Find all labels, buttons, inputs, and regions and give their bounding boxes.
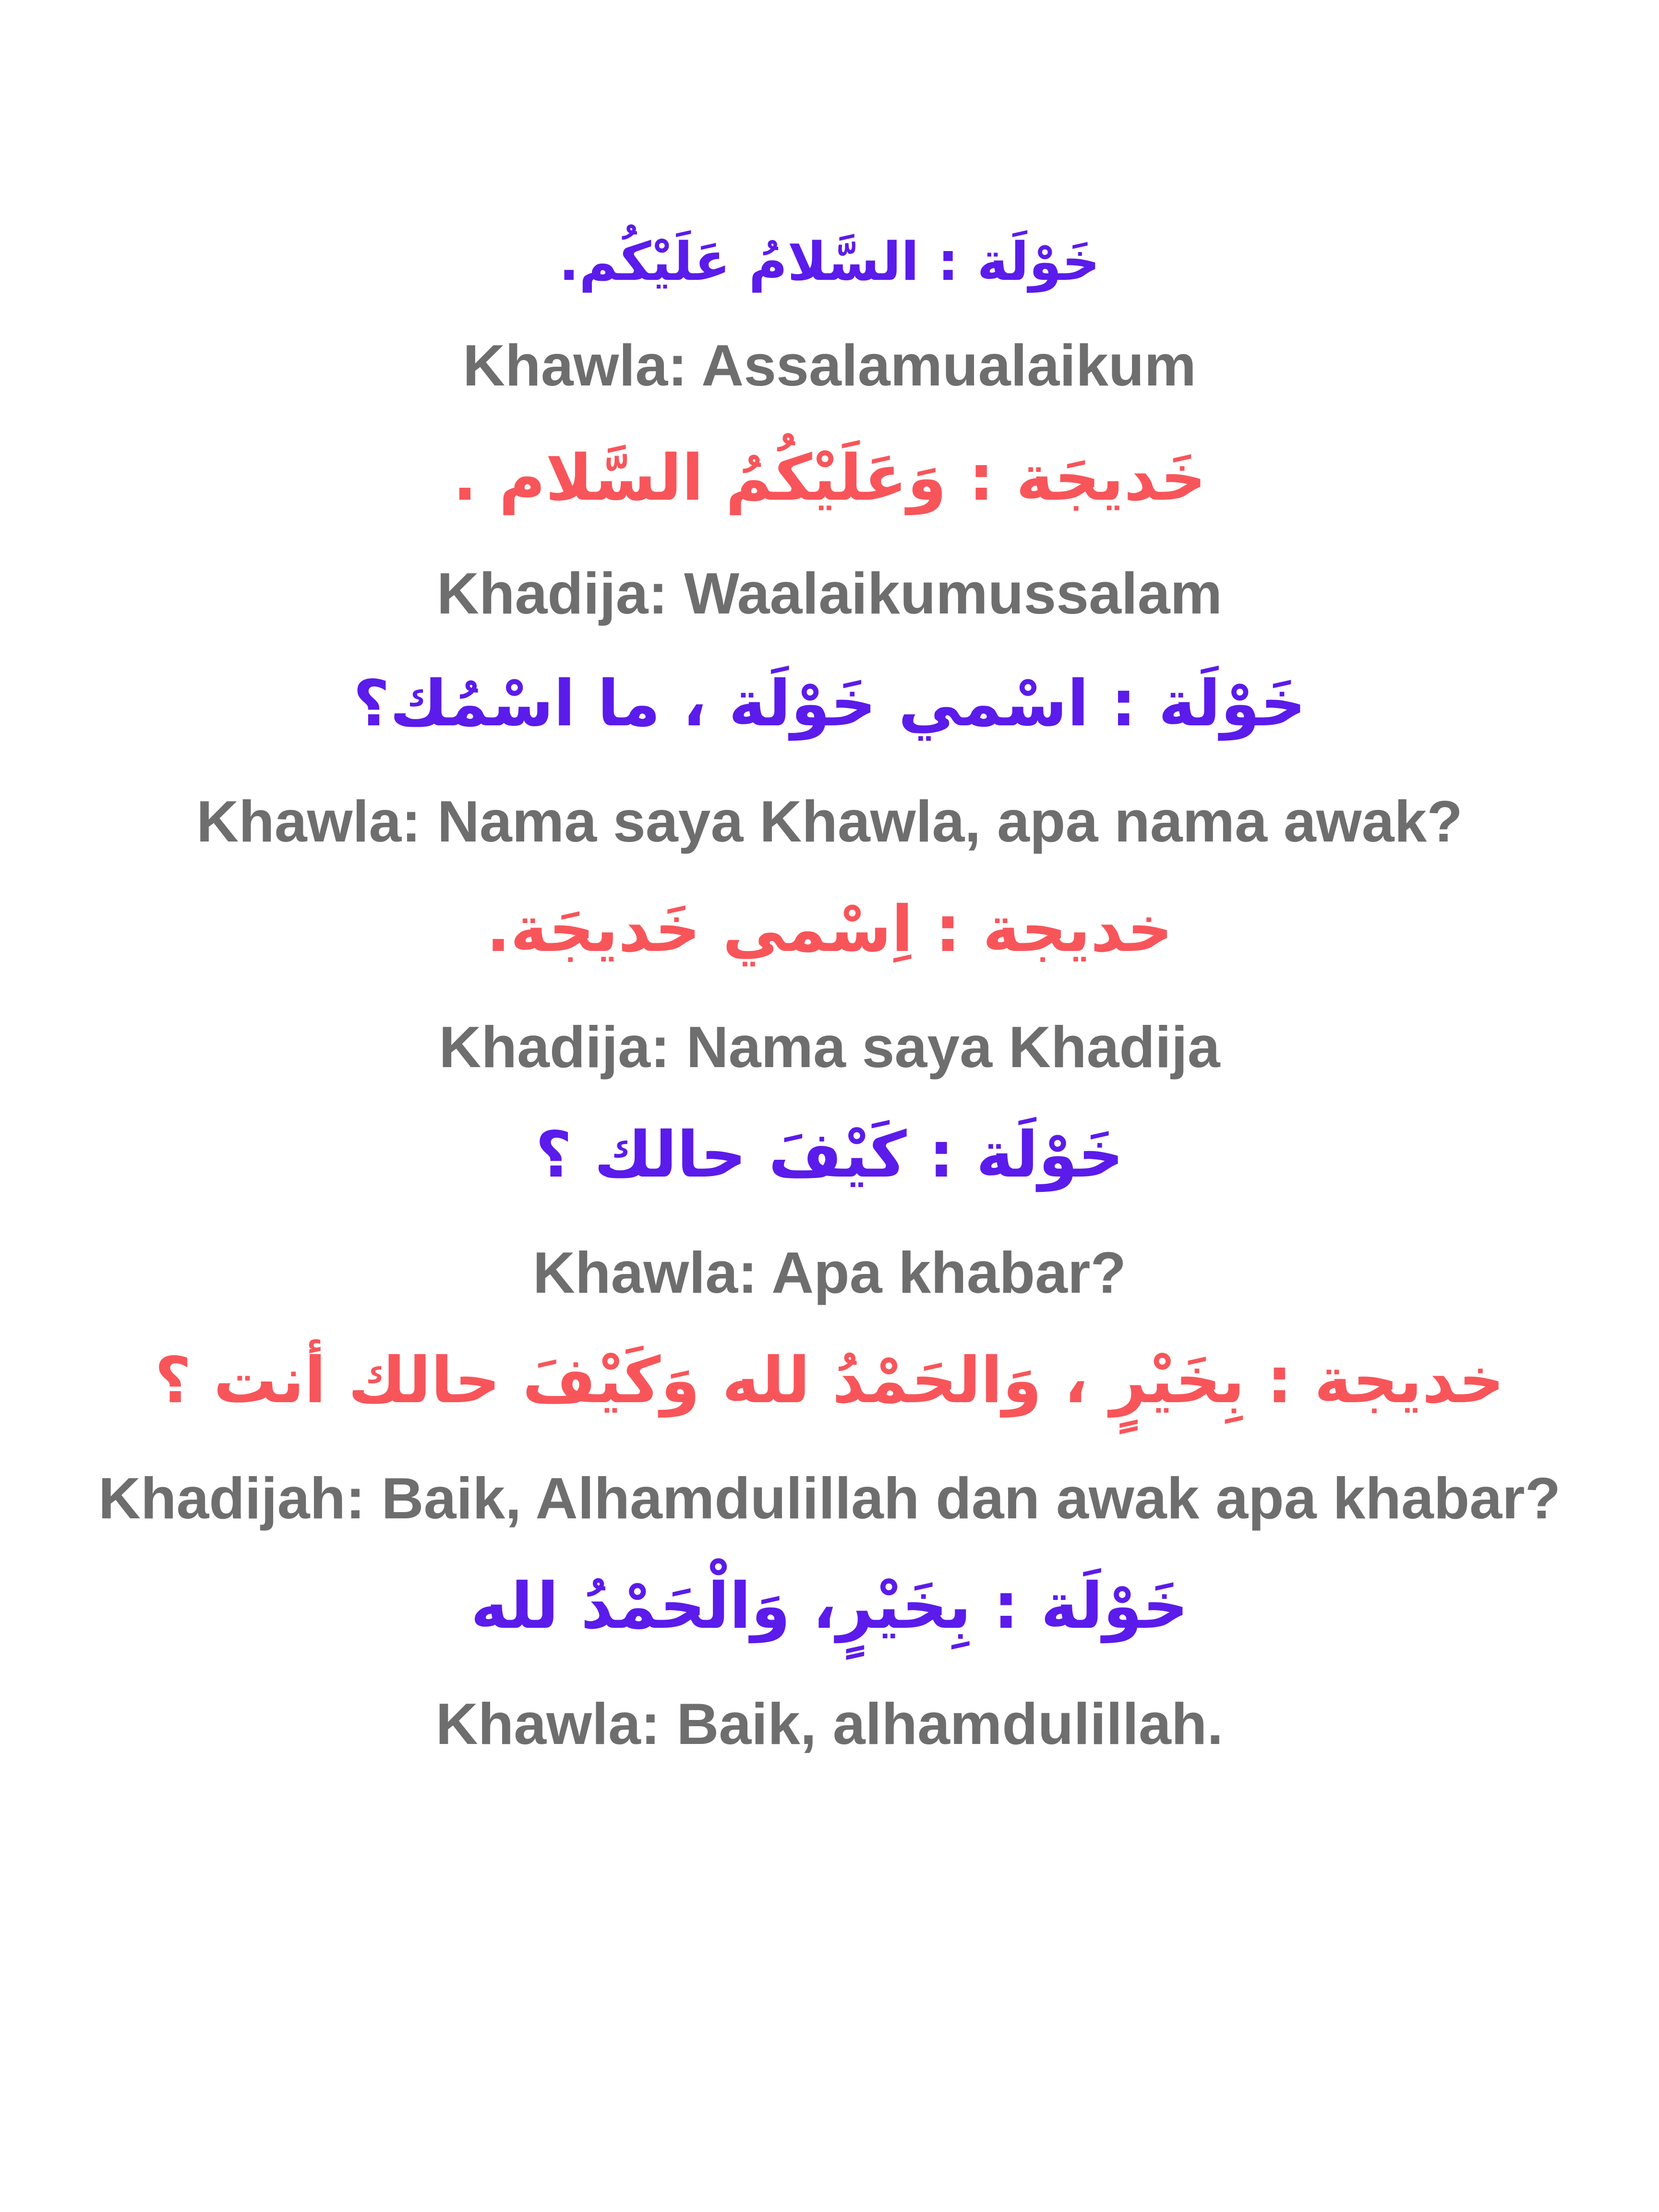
dialogue-line-3-arabic: خَوْلَة : اسْمي خَوْلَة ، ما اسْمُك؟ xyxy=(353,667,1306,741)
dialogue-line-4-arabic: خديجة : اِسْمي خَديجَة. xyxy=(486,892,1173,966)
dialogue-line-4-malay: Khadija: Nama saya Khadija xyxy=(439,1014,1220,1080)
dialogue-line-7-malay: Khawla: Baik, alhamdulillah. xyxy=(435,1691,1224,1756)
dialogue-line-1-malay: Khawla: Assalamualaikum xyxy=(463,333,1196,398)
dialogue-line-1-arabic: خَوْلَة : السَّلامُ عَلَيْكُم. xyxy=(559,231,1100,292)
dialogue-line-2-malay: Khadija: Waalaikumussalam xyxy=(436,561,1223,626)
dialogue-line-3-malay: Khawla: Nama saya Khawla, apa nama awak? xyxy=(196,789,1463,854)
dialogue-line-2-arabic: خَديجَة : وَعَلَيْكُمُ السَّلام . xyxy=(453,441,1206,515)
dialogue-line-6-malay: Khadijah: Baik, Alhamdulillah dan awak apa khabar? xyxy=(98,1466,1561,1531)
dialogue-line-5-arabic: خَوْلَة : كَيْفَ حالك ؟ xyxy=(535,1118,1124,1192)
dialogue-line-7-arabic: خَوْلَة : بِخَيْرٍ، وَالْحَمْدُ لله xyxy=(470,1569,1189,1643)
dialogue-line-6-arabic: خديجة : بِخَيْرٍ ، وَالحَمْدُ لله وَكَيْفَ حالك أنت ؟ xyxy=(155,1344,1504,1418)
dialogue-line-5-malay: Khawla: Apa khabar? xyxy=(532,1240,1127,1305)
